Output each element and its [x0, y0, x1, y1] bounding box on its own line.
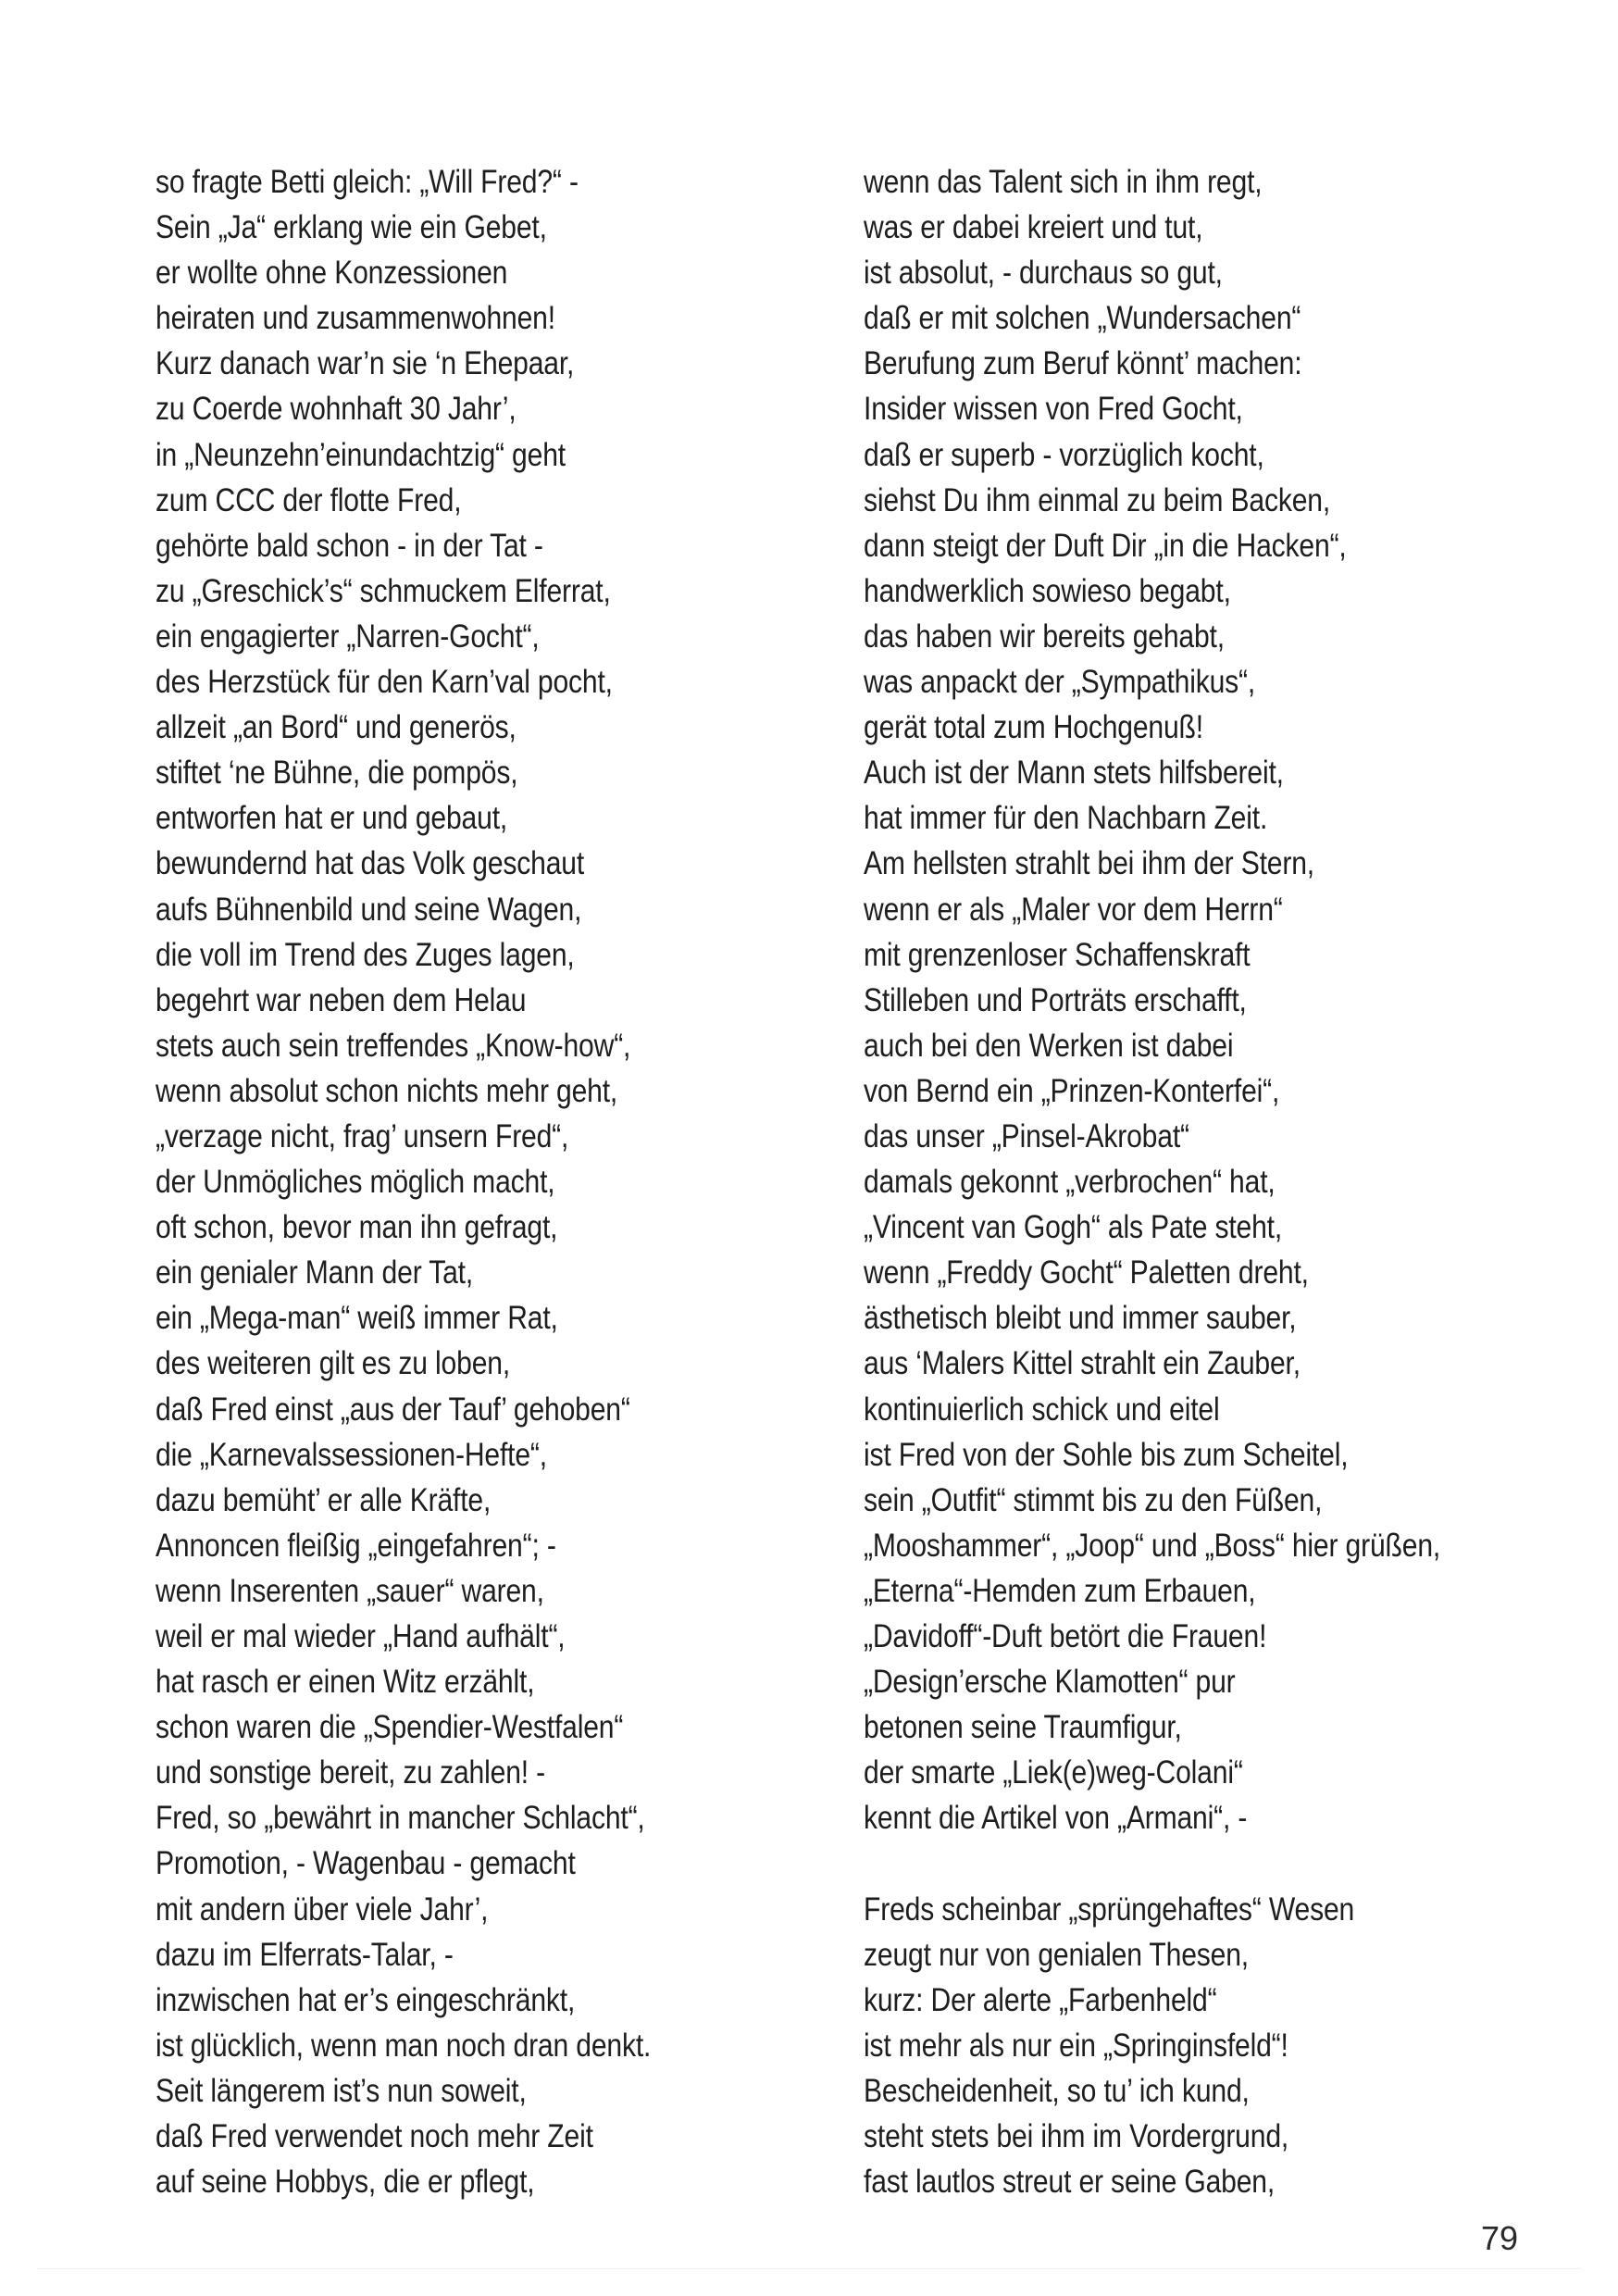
poem-line: so fragte Betti gleich: „Will Fred?“ -: [156, 164, 579, 200]
poem-line: mit grenzenloser Schaffenskraft: [864, 936, 1251, 973]
poem-line: ein engagierter „Narren-Gocht“,: [156, 618, 540, 655]
poem-line: Freds scheinbar „sprüngehaftes“ Wesen: [864, 1890, 1355, 1928]
poem-line: Bescheidenheit, so tu’ ich kund,: [864, 2072, 1250, 2109]
poem-line: daß er mit solchen „Wundersachen“: [864, 300, 1301, 337]
poem-line: „Davidoff“-Duft betört die Frauen!: [864, 1618, 1267, 1654]
poem-line: ist mehr als nur ein „Springinsfeld“!: [864, 2027, 1288, 2064]
poem-line: er wollte ohne Konzessionen: [156, 255, 508, 292]
poem-line: Auch ist der Mann stets hilfsbereit,: [864, 755, 1284, 792]
poem-line: Berufung zum Beruf könnt’ machen:: [864, 345, 1302, 382]
poem-line: Am hellsten strahlt bei ihm der Stern,: [864, 845, 1314, 882]
poem-line: daß Fred verwendet noch mehr Zeit: [156, 2118, 593, 2155]
poem-line: aus ‘Malers Kittel strahlt ein Zauber,: [864, 1345, 1301, 1382]
poem-line: wenn absolut schon nichts mehr geht,: [156, 1072, 618, 1109]
poem-line: damals gekonnt „verbrochen“ hat,: [864, 1164, 1276, 1201]
poem-line: stets auch sein treffendes „Know-how“,: [156, 1027, 631, 1064]
poem-line: betonen seine Traumfigur,: [864, 1709, 1182, 1746]
poem-line: daß er superb - vorzüglich kocht,: [864, 436, 1264, 473]
poem-line: Seit längerem ist’s nun soweit,: [156, 2072, 527, 2109]
poem-line: heiraten und zusammenwohnen!: [156, 300, 555, 337]
poem-line: allzeit „an Bord“ und generös,: [156, 709, 517, 746]
poem-line: wenn „Freddy Gocht“ Paletten dreht,: [864, 1254, 1309, 1292]
poem-line: hat rasch er einen Witz erzählt,: [156, 1664, 535, 1701]
poem-line: gehörte bald schon - in der Tat -: [156, 527, 543, 564]
poem-line: weil er mal wieder „Hand aufhält“,: [156, 1618, 566, 1654]
poem-line: siehst Du ihm einmal zu beim Backen,: [864, 481, 1331, 518]
poem-line: „Mooshammer“, „Joop“ und „Boss“ hier grüßen,: [864, 1527, 1441, 1564]
poem-line: zeugt nur von genialen Thesen,: [864, 1936, 1249, 1973]
poem-line: der Unmögliches möglich macht,: [156, 1164, 555, 1201]
poem-line: und sonstige bereit, zu zahlen! -: [156, 1754, 546, 1791]
poem-line: Stilleben und Porträts erschafft,: [864, 981, 1247, 1018]
poem-line: die voll im Trend des Zuges lagen,: [156, 936, 575, 973]
poem-line: „Vincent van Gogh“ als Pate steht,: [864, 1209, 1283, 1246]
poem-line: was er dabei kreiert und tut,: [864, 209, 1203, 246]
poem-line: schon waren die „Spendier-Westfalen“: [156, 1709, 624, 1746]
poem-line: ist glücklich, wenn man noch dran denkt.: [156, 2027, 652, 2064]
poem-line: wenn Inserenten „sauer“ waren,: [156, 1572, 544, 1609]
poem-line: Kurz danach war’n sie ‘n Ehepaar,: [156, 345, 575, 382]
poem-line: inzwischen hat er’s eingeschränkt,: [156, 1981, 576, 2018]
poem-line: Fred, so „bewährt in mancher Schlacht“,: [156, 1800, 645, 1837]
stanza-break: [864, 1841, 1437, 1886]
poem-line: stiftet ‘ne Bühne, die pompös,: [156, 755, 518, 792]
poem-line: handwerklich sowieso begabt,: [864, 572, 1231, 609]
poem-line: aufs Bühnenbild und seine Wagen,: [156, 891, 582, 928]
poem-line: ist absolut, - durchaus so gut,: [864, 255, 1223, 292]
poem-line: zu „Greschick’s“ schmuckem Elferrat,: [156, 572, 611, 609]
poem-line: auch bei den Werken ist dabei: [864, 1027, 1234, 1064]
poem-line: oft schon, bevor man ihn gefragt,: [156, 1209, 558, 1246]
poem-line: das unser „Pinsel-Akrobat“: [864, 1117, 1189, 1154]
poem-line: mit andern über viele Jahr’,: [156, 1890, 489, 1928]
poem-line: kennt die Artikel von „Armani“, -: [864, 1800, 1248, 1837]
poem-line: der smarte „Liek(e)weg-Colani“: [864, 1754, 1243, 1791]
poem-line: Sein „Ja“ erklang wie ein Gebet,: [156, 209, 547, 246]
poem-line: was anpackt der „Sympathikus“,: [864, 664, 1256, 701]
poem-line: entworfen hat er und gebaut,: [156, 800, 508, 837]
poem-line: zu Coerde wohnhaft 30 Jahr’,: [156, 391, 517, 428]
poem-line: wenn er als „Maler vor dem Herrn“: [864, 891, 1283, 928]
poem-line: ästhetisch bleibt und immer sauber,: [864, 1300, 1297, 1337]
poem-line: von Bernd ein „Prinzen-Konterfei“,: [864, 1072, 1280, 1109]
poem-line: zum CCC der flotte Fred,: [156, 481, 462, 518]
poem-line: „Eterna“-Hemden zum Erbauen,: [864, 1572, 1256, 1609]
poem-line: fast lautlos streut er seine Gaben,: [864, 2164, 1276, 2201]
poem-line: daß Fred einst „aus der Tauf’ gehoben“: [156, 1391, 630, 1428]
poem-line: in „Neunzehn’einundachtzig“ geht: [156, 436, 566, 473]
poem-line: steht stets bei ihm im Vordergrund,: [864, 2118, 1289, 2155]
page-bottom-rule: [37, 2268, 1581, 2269]
poem-line: ein „Mega-man“ weiß immer Rat,: [156, 1300, 558, 1337]
poem-line: „verzage nicht, frag’ unsern Fred“,: [156, 1117, 569, 1154]
poem-line: Promotion, - Wagenbau - gemacht: [156, 1845, 576, 1882]
poem-line: dazu bemüht’ er alle Kräfte,: [156, 1481, 492, 1518]
poem-line: „Design’ersche Klamotten“ pur: [864, 1664, 1236, 1701]
poem-line: auf seine Hobbys, die er pflegt,: [156, 2164, 535, 2201]
poem-line: Insider wissen von Fred Gocht,: [864, 391, 1243, 428]
poem-line: gerät total zum Hochgenuß!: [864, 709, 1203, 746]
poem-line: das haben wir bereits gehabt,: [864, 618, 1225, 655]
poem-line: wenn das Talent sich in ihm regt,: [864, 164, 1263, 200]
poem-line: kurz: Der alerte „Farbenheld“: [864, 1981, 1217, 2018]
poem-line: kontinuierlich schick und eitel: [864, 1391, 1220, 1428]
poem-line: bewundernd hat das Volk geschaut: [156, 845, 585, 882]
poem-line: Annoncen fleißig „eingefahren“; -: [156, 1527, 556, 1564]
poem-line: ein genialer Mann der Tat,: [156, 1254, 474, 1292]
poem-line: hat immer für den Nachbarn Zeit.: [864, 800, 1268, 837]
poem-column-left: [156, 159, 748, 2204]
poem-line: dann steigt der Duft Dir „in die Hacken“,: [864, 527, 1347, 564]
poem-line: des weiteren gilt es zu loben,: [156, 1345, 511, 1382]
poem-line: sein „Outfit“ stimmt bis zu den Füßen,: [864, 1481, 1323, 1518]
poem-line: des Herzstück für den Karn’val pocht,: [156, 664, 613, 701]
poem-line: dazu im Elferrats-Talar, -: [156, 1936, 454, 1973]
poem-line: begehrt war neben dem Helau: [156, 981, 527, 1018]
poem-line: die „Karnevalssessionen-Hefte“,: [156, 1436, 547, 1473]
page-number: 79: [1481, 2219, 1519, 2257]
poem-column-right: [864, 159, 1530, 2204]
poem-line: ist Fred von der Sohle bis zum Scheitel,: [864, 1436, 1349, 1473]
